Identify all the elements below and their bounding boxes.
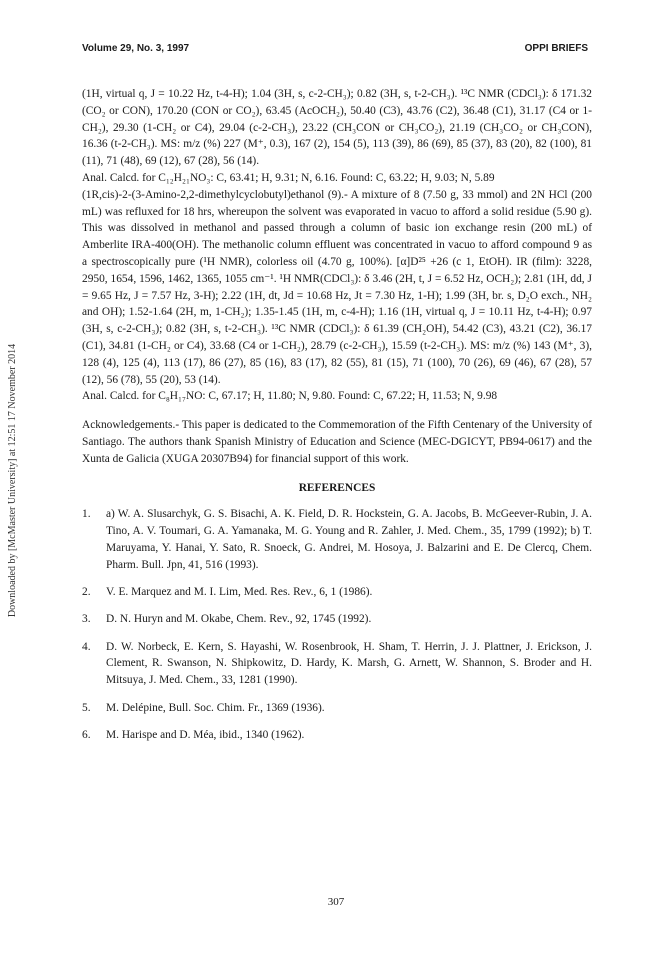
paragraph-compound-9: (1R,cis)-2-(3-Amino-2,2-dimethylcyclobutyl)ethanol (9).- A mixture of 8 (7.50 g, 33 mmol) and 2N HCl (200 mL) was refluxed for 18 hrs, whereupon the solvent was evaporated in vacuo to afford a solid residue (5.90 g). This was dissolved in methanol and passed through a column of basic ion exchange resin (200 mL) of Amberlite IRA-400(OH). The methanolic column effluent was concentrated in vacuo to afford compound 9 as a spectroscopically pure (¹H NMR), colorless oil (4.70 g, 100%). [α]D²⁵ +26 (c 1, EtOH). IR (film): 3228, 2950, 1654, 1596, 1462, 1365, 1055 cm⁻¹. ¹H NMR(CDCl₃): δ 3.46 (2H, t, J = 6.52 Hz, OCH₂); 2.81 (1H, dd, J = 9.65 Hz, J = 7.57 Hz, 3-H); 2.22 (1H, dt, Jd = 10.68 Hz, Jt = 7.30 Hz, 1-H); 1.99 (3H, br. s, D₂O exch., NH₂ and OH); 1.52-1.64 (2H, m, 1-CH₂); 1.35-1.45 (1H, m, c-4-H); 1.16 (1H, virtual q, J = 10.11 Hz, t-4-H); 0.97 (3H, s, c-2-CH₃); 0.82 (3H, s, t-2-CH₃). ¹³C NMR (CDCl₃): δ 61.39 (CH₂OH), 54.42 (C3), 43.21 (C2), 36.17 (C1), 34.81 (1-CH₂ or C4), 33.68 (C4 or 1-CH₂), 28.79 (c-2-CH₃), 15.59 (t-2-CH₃). MS: m/z (%) 143 (M⁺, 3), 128 (4), 125 (4), 113 (17), 86 (27), 85 (16), 83 (17), 82 (55), 81 (15), 71 (100), 70 (26), 69 (46), 67 (28), 57 (12), 56 (78), 55 (20), 53 (14). xyxy=(82,188,592,386)
paragraph-analysis-9: Anal. Calcd. for C₈H₁₇NO: C, 67.17; H, 11.80; N, 9.80. Found: C, 67.22; H, 11.53; N, 9.98 xyxy=(82,390,498,403)
reference-text: M. Harispe and D. Méa, ibid., 1340 (1962). xyxy=(106,728,305,741)
reference-item xyxy=(82,584,592,601)
reference-item xyxy=(82,506,592,573)
reference-text: D. N. Huryn and M. Okabe, Chem. Rev., 92, 1745 (1992). xyxy=(106,613,372,626)
reference-item xyxy=(82,611,592,628)
reference-text: M. Delépine, Bull. Soc. Chim. Fr., 1369 (1936). xyxy=(106,701,325,714)
download-watermark xyxy=(6,270,20,690)
download-note: Downloaded by [McMaster University] at 12:51 17 November 2014 xyxy=(7,343,19,617)
reference-number: 4. xyxy=(82,640,91,653)
reference-number: 1. xyxy=(82,508,91,521)
acknowledgements: Acknowledgements.- This paper is dedicated to the Commemoration of the Fifth Centenary of the University of Santiago. The authors thank Spanish Ministry of Education and Science (MEC-DGICYT, PB94-0617) and the Xunta de Galicia (XUGA 20307B94) for financial support of this work. xyxy=(82,419,592,465)
references-heading: REFERENCES xyxy=(298,481,376,494)
paragraph-nmr-data: (1H, virtual q, J = 10.22 Hz, t-4-H); 1.04 (3H, s, c-2-CH₃); 0.82 (3H, s, t-2-CH₃). ¹³C NMR (CDCl₃): δ 171.32 (CO₂ or CON), 170.20 (CON or CO₂), 63.45 (AcOCH₂), 50.40 (C3), 43.76 (C2), 36.48 (C1), 31.17 (C4 or 1-CH₂), 29.30 (1-CH₂ or C4), 29.04 (c-2-CH₃), 23.22 (CH₃CON or CH₃CO₂), 21.19 (CH₃CO₂ or CH₃CON), 16.36 (t-2-CH₃). MS: m/z (%) 227 (M⁺, 0.3), 167 (2), 154 (5), 113 (39), 86 (69), 85 (37), 83 (20), 82 (100), 81 (11), 71 (48), 69 (12), 67 (28), 56 (14). xyxy=(82,88,592,168)
section-title: OPPI BRIEFS xyxy=(524,43,588,54)
reference-list xyxy=(82,506,592,743)
reference-number: 6. xyxy=(82,728,91,741)
article-body xyxy=(82,86,592,754)
journal-info: Volume 29, No. 3, 1997 xyxy=(82,43,190,54)
reference-item xyxy=(82,639,592,689)
reference-text: a) W. A. Slusarchyk, G. S. Bisachi, A. K. Field, D. R. Hockstein, G. A. Jacobs, B. McGeever-Rubin, J. A. Tino, A. V. Toumari, G. A. Yamanaka, M. G. Young and R. Zahler, J. Med. Chem., 35, 1799 (1992); b) T. Maruyama, Y. Hanai, Y. Sato, R. Snoeck, G. Andrei, M. Hosoya, J. Balzarini and E. De Clercq, Chem. Pharm. Bull. Jpn, 41, 516 (1993). xyxy=(106,508,592,571)
running-header xyxy=(82,43,588,59)
page-number: 307 xyxy=(327,896,345,908)
paragraph-analysis-8: Anal. Calcd. for C₁₂H₂₁NO₃: C, 63.41; H, 9.31; N, 6.16. Found: C, 63.22; H, 9.03; N, 5.89 xyxy=(82,171,495,184)
reference-item xyxy=(82,700,592,717)
reference-number: 5. xyxy=(82,701,91,714)
reference-number: 2. xyxy=(82,586,91,599)
reference-text: V. E. Marquez and M. I. Lim, Med. Res. Rev., 6, 1 (1986). xyxy=(106,586,373,599)
reference-item xyxy=(82,727,592,744)
reference-number: 3. xyxy=(82,613,91,626)
reference-text: D. W. Norbeck, E. Kern, S. Hayashi, W. Rosenbrook, H. Sham, T. Herrin, J. J. Plattner, J. Erickson, J. Clement, R. Swanson, N. Shipkowitz, D. Hardy, K. Marsh, G. Arnett, W. Shannon, S. Broder and H. Mitsuya, J. Med. Chem., 33, 1281 (1990). xyxy=(106,640,592,687)
